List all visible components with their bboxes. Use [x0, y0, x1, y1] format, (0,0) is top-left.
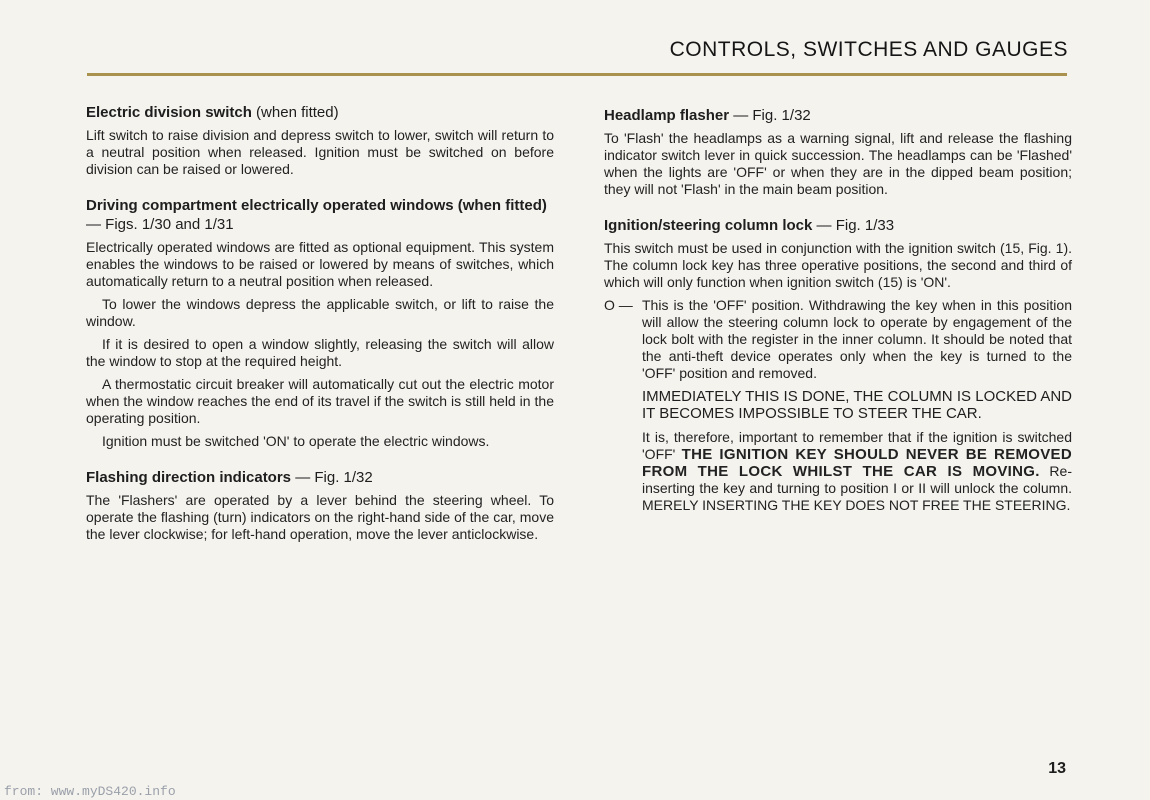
paragraph: To 'Flash' the headlamps as a warning signal, lift and release the flashing indicator switch lever in quick succession. The headlamps can be 'Flashed' when the lights are 'OFF' or when they are in the dipped beam position; they will not 'Flash' in the main beam position. [604, 130, 1072, 197]
paragraph [642, 429, 1072, 514]
left-column [86, 103, 554, 549]
list-item [604, 297, 1072, 520]
paragraph: A thermostatic circuit breaker will automatically cut out the electric motor when the window reaches the end of its travel if the switch is still held in the operating position. [86, 376, 554, 426]
list-content [642, 297, 1072, 520]
heading-text: Flashing direction indicators [86, 469, 292, 486]
paragraph: The 'Flashers' are operated by a lever behind the steering wheel. To operate the flashing (turn) indicators on the right-hand side of the car, move the lever clockwise; for left-hand operation, move the lever anticlockwise. [86, 492, 554, 542]
figure-reference: — Fig. 1/33 [812, 217, 895, 234]
list-marker: O — [604, 297, 633, 313]
figure-reference: — Fig. 1/32 [291, 469, 373, 486]
paragraph: Electrically operated windows are fitted as optional equipment. This system enables the windows to be raised or lowered by means of switches, which automatically return to a neutral position when released. [86, 239, 554, 289]
section-heading-flashing-indicators [86, 468, 554, 487]
emphasis-warning: THE IGNITION KEY SHOULD NEVER BE REMOVED FROM THE LOCK WHILST THE CAR IS MOVING. [642, 446, 1072, 480]
source-watermark: from: www.myDS420.info [4, 784, 176, 799]
paragraph: To lower the windows depress the applicable switch, or lift to raise the window. [86, 296, 554, 329]
header-divider [87, 73, 1067, 76]
section-heading-electric-windows [86, 196, 554, 234]
text-run: Re-inserting the key and turning to position I or II will unlock the column. MERELY INSERTING THE KEY DOES NOT FREE THE STEERING. [642, 463, 1072, 513]
page-number: 13 [1048, 760, 1066, 777]
heading-text: Ignition/steering column lock [604, 217, 813, 234]
text-run: It is, therefore, important to remember that if the ignition is switched 'OFF' [642, 429, 1072, 462]
heading-text: Headlamp flasher [604, 107, 730, 124]
paragraph: Ignition must be switched 'ON' to operate the electric windows. [102, 433, 490, 449]
heading-text: Driving compartment electrically operated windows (when fitted) [86, 197, 547, 214]
page-title: CONTROLS, SWITCHES AND GAUGES [669, 38, 1068, 61]
paragraph: This is the 'OFF' position. Withdrawing the key when in this position will allow the steering column lock to operate by engagement of the lock bolt with the register in the inner column. It should be noted that the anti-theft device operates only when the key is turned to the 'OFF' position and removed. [642, 297, 1072, 381]
heading-note: (when fitted) [251, 104, 339, 121]
paragraph: Lift switch to raise division and depress switch to lower, switch will return to a neutral position when released. Ignition must be switched on before division can be raised or lowered. [86, 127, 554, 177]
figure-reference: — Fig. 1/32 [729, 107, 811, 124]
section-heading-electric-division-switch [86, 103, 554, 122]
figure-reference: — Figs. 1/30 and 1/31 [86, 216, 234, 233]
warning-paragraph: IMMEDIATELY THIS IS DONE, THE COLUMN IS LOCKED AND IT BECOMES IMPOSSIBLE TO STEER THE CAR. [642, 388, 1072, 422]
section-heading-headlamp-flasher [604, 106, 1072, 125]
heading-text: Electric division switch [86, 104, 252, 121]
paragraph: If it is desired to open a window slightly, releasing the switch will allow the window to stop at the required height. [86, 336, 554, 369]
right-column [604, 106, 1072, 520]
paragraph: This switch must be used in conjunction with the ignition switch (15, Fig. 1). The column lock key has three operative positions, the second and third of which will only function when ignition switch (15) is 'ON'. [604, 240, 1072, 290]
section-heading-ignition-lock [604, 216, 1072, 235]
